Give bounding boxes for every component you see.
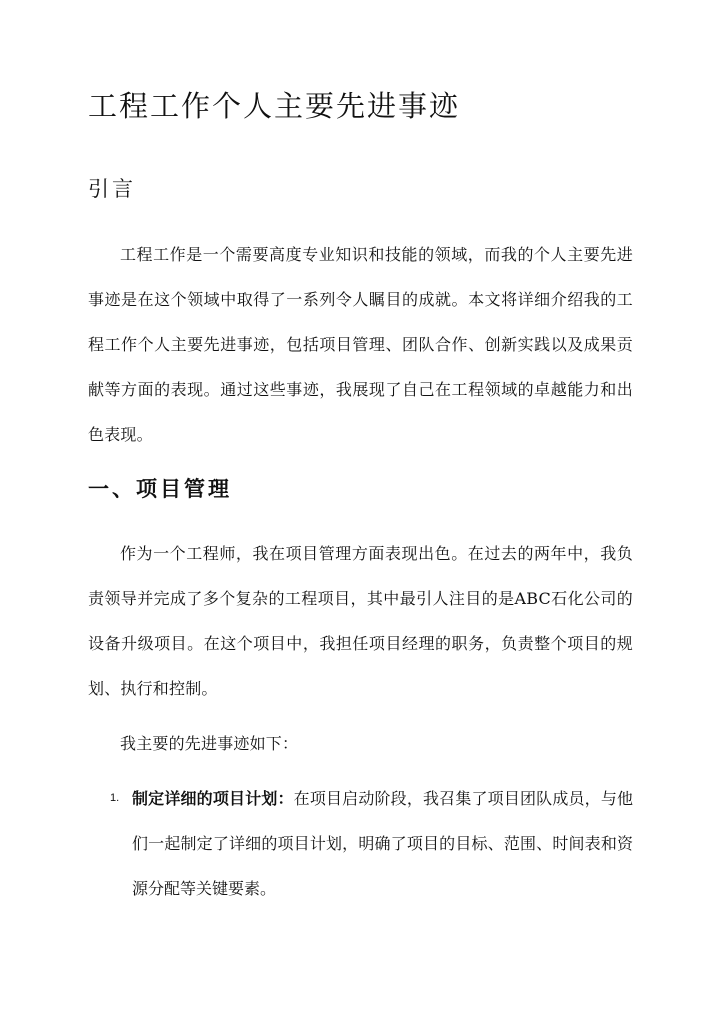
achievements-lead-paragraph: 我主要的先进事迹如下： [120,734,299,753]
document-title: 工程工作个人主要先进事迹 [88,89,461,123]
intro-paragraph: 工程工作是一个需要高度专业知识和技能的领域，而我的个人主要先进事迹是在这个领域中取得了一系列令人瞩目的成就。本文将详细介绍我的工程工作个人主要先进事迹，包括项目管理、团队合作、创新实践以及成果贡献等方面的表现。通过这些事迹，我展现了自己在工程领域的卓越能力和出色表现。 [88,245,633,444]
list-item-label: 制定详细的项目计划： [132,789,294,808]
project-management-paragraph: 作为一个工程师，我在项目管理方面表现出色。在过去的两年中，我负责领导并完成了多个复杂的工程项目，其中最引人注目的是ABC石化公司的设备升级项目。在这个项目中，我担任项目经理的职务，负责整个项目的规划、执行和控制。 [88,544,633,698]
list-item-text: 在项目启动阶段，我召集了项目团队成员，与他们一起制定了详细的项目计划，明确了项目的目标、范围、时间表和资源分配等关键要素。 [132,789,633,898]
section-heading-project-management: 一、项目管理 [88,476,232,501]
section-heading-intro: 引言 [88,177,136,201]
achievements-list [88,776,633,911]
list-item-number: 1. [110,792,120,804]
list-item [88,776,633,911]
